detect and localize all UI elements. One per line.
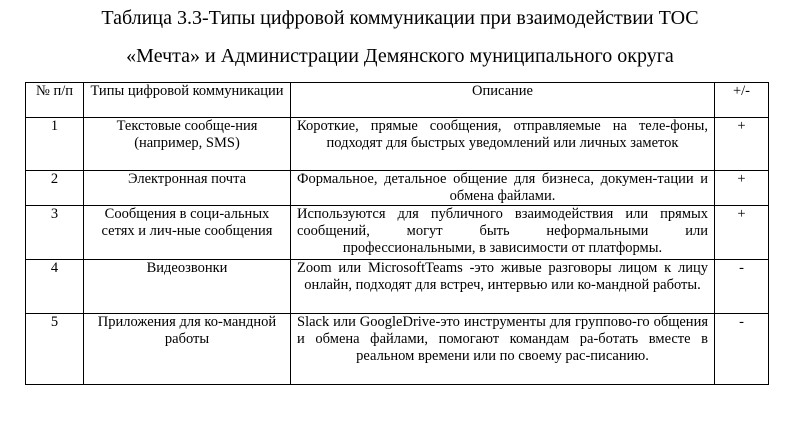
- row-mark: +: [715, 118, 769, 171]
- row-mark: -: [715, 260, 769, 314]
- table-row: [26, 260, 769, 314]
- caption-line-2: «Мечта» и Администрации Демянского муниципального округа: [126, 45, 674, 67]
- row-type: Текстовые сообще-ния (например, SMS): [84, 118, 291, 171]
- row-num: 4: [26, 260, 84, 314]
- row-type: Электронная почта: [84, 171, 291, 206]
- row-mark: +: [715, 171, 769, 206]
- row-desc: Формальное, детальное общение для бизнеса, докумен-тации и обмена файлами.: [291, 171, 715, 206]
- row-type: Приложения для ко-мандной работы: [84, 314, 291, 385]
- row-num: 3: [26, 206, 84, 260]
- table-row: [26, 206, 769, 260]
- row-mark: +: [715, 206, 769, 260]
- row-mark: -: [715, 314, 769, 385]
- row-type: Видеозвонки: [84, 260, 291, 314]
- caption-line-1: Таблица 3.3-Типы цифровой коммуникации при взаимодействии ТОС: [101, 7, 699, 29]
- header-desc: Описание: [291, 83, 715, 118]
- row-num: 5: [26, 314, 84, 385]
- header-num: № п/п: [26, 83, 84, 118]
- row-num: 2: [26, 171, 84, 206]
- row-desc: Используются для публичного взаимодействия или прямых сообщений, могут быть неформальными или профессиональными, в зависимости от платформы.: [291, 206, 715, 260]
- table-row: [26, 118, 769, 171]
- row-num: 1: [26, 118, 84, 171]
- row-desc: Zoom или MicrosoftTeams -это живые разговоры лицом к лицу онлайн, подходят для встреч, интервью или ко-мандной работы.: [291, 260, 715, 314]
- row-desc: Короткие, прямые сообщения, отправляемые на теле-фоны, подходят для быстрых уведомлений или личных заметок: [291, 118, 715, 171]
- table-row: [26, 171, 769, 206]
- header-type: Типы цифровой коммуникации: [84, 83, 291, 118]
- row-desc: Slack или GoogleDrive-это инструменты для группово-го общения и обмена файлами, помогают командам ра-ботать вместе в реальном времени или по своему рас-писанию.: [291, 314, 715, 385]
- table-row: [26, 314, 769, 385]
- table-header-row: [26, 83, 769, 118]
- header-mark: +/-: [715, 83, 769, 118]
- row-type: Сообщения в соци-альных сетях и лич-ные сообщения: [84, 206, 291, 260]
- communication-types-table: [25, 82, 769, 385]
